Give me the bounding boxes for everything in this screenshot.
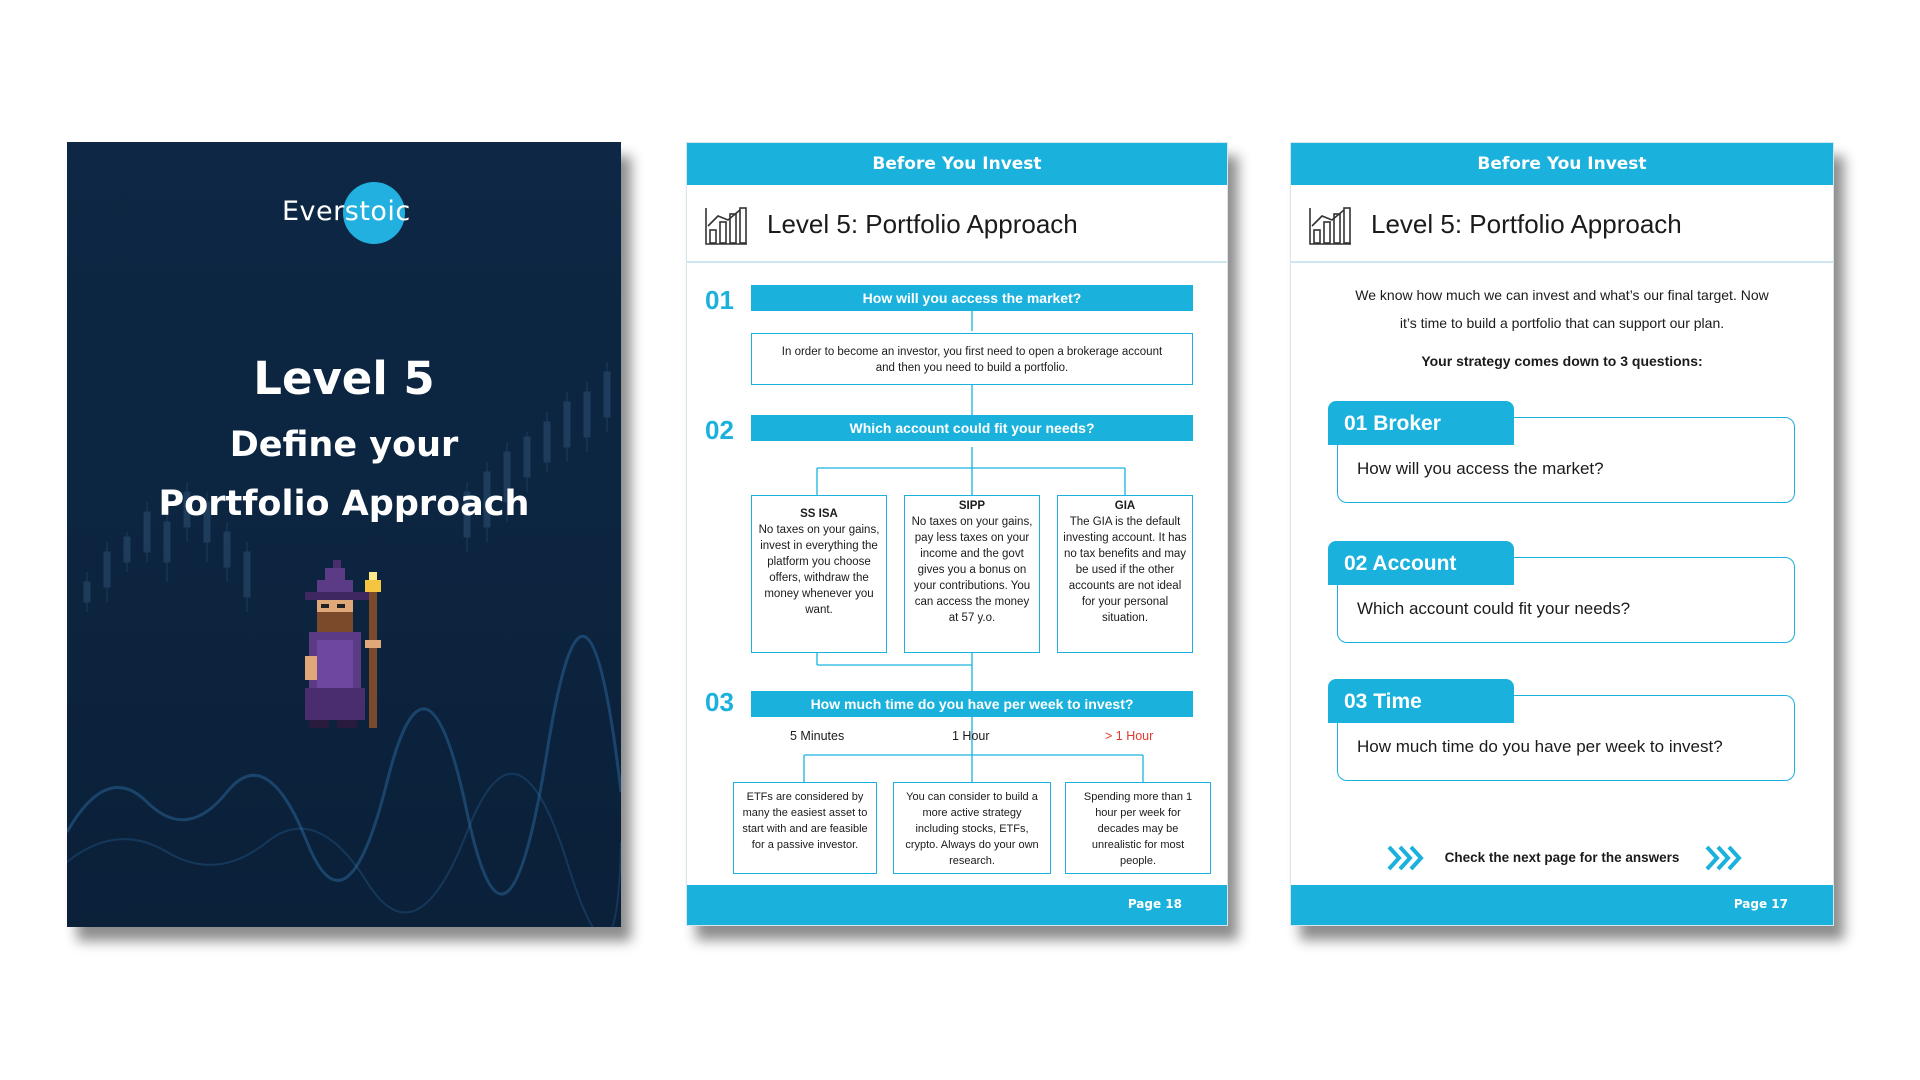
question-bar-access-market: How will you access the market? [751, 285, 1193, 311]
question-text-account: Which account could fit your needs? [1357, 599, 1631, 618]
step-number-02: 02 [705, 415, 734, 445]
time-option-1-hour: 1 Hour [952, 729, 990, 743]
account-name: SIPP [958, 500, 986, 512]
cover-subtitle-line2: Portfolio Approach [158, 484, 530, 524]
step-number-01: 01 [705, 285, 734, 315]
account-description: No taxes on your gains, invest in everything the platform you choose offers, withdraw the money whenever you want. [758, 524, 880, 616]
account-name: GIA [1114, 500, 1136, 512]
time-option-more-than-1-hour: > 1 Hour [1105, 729, 1154, 743]
account-description: The GIA is the default investing account. It has no tax benefits and may be used if the other accounts are not ideal for your personal situation. [1063, 516, 1187, 624]
page-header-band: Before You Invest [687, 143, 1227, 185]
account-box-sipp [904, 495, 1040, 653]
page-title: Level 5: Portfolio Approach [767, 209, 1078, 239]
page-title-row [1291, 185, 1833, 263]
cover-level-title: Level 5 [253, 352, 435, 405]
page-footer-band [1291, 885, 1833, 925]
intro-line-1: We know how much we can invest and what’s our final target. Now [1355, 287, 1769, 303]
intro-line-2: it’s time to build a portfolio that can support our plan. [1399, 315, 1725, 331]
page-header-band: Before You Invest [1291, 143, 1833, 185]
brokerage-explanation-box: In order to become an investor, you first need to open a brokerage account and then you need to build a portfolio. [751, 333, 1193, 385]
account-description: No taxes on your gains, pay less taxes on your income and the govt gives you a bonus on your contributions. You can access the money at 57 y.o. [911, 516, 1033, 624]
time-answer-box-more-than-1-hour: Spending more than 1 hour per week for decades may be unrealistic for most people. [1065, 782, 1211, 874]
page-title: Level 5: Portfolio Approach [1371, 209, 1682, 239]
ebook-cover [67, 142, 621, 927]
time-answer-box-5-minutes: ETFs are considered by many the easiest asset to start with and are feasible for a passive investor. [733, 782, 877, 874]
candlestick-chart-background [67, 142, 621, 927]
bar-chart-icon [1308, 206, 1352, 246]
logo-text: Everstoic [282, 196, 411, 227]
next-page-hint [1291, 843, 1833, 873]
cover-subtitle-line1: Define your [229, 425, 459, 465]
question-bar-account: Which account could fit your needs? [751, 415, 1193, 441]
page-18-flowchart [686, 142, 1228, 926]
pixel-wizard-illustration [293, 560, 401, 728]
account-name: SS ISA [800, 508, 838, 520]
page-footer-band [687, 885, 1227, 925]
question-text-time: How much time do you have per week to invest? [1357, 737, 1723, 756]
time-option-5-minutes: 5 Minutes [790, 729, 845, 743]
question-bar-time: How much time do you have per week to invest? [751, 691, 1193, 717]
question-tab-time: 03 Time [1328, 679, 1514, 723]
question-tab-account: 02 Account [1328, 541, 1514, 585]
everstoic-logo [67, 180, 621, 242]
account-box-ss-isa [751, 495, 887, 653]
double-chevron-right-icon [1703, 843, 1743, 873]
next-page-text: Check the next page for the answers [1444, 850, 1680, 865]
question-text-broker: How will you access the market? [1357, 459, 1604, 478]
question-tab-broker: 01 Broker [1328, 401, 1514, 445]
page-title-row [687, 185, 1227, 263]
page-17-questions [1290, 142, 1834, 926]
page-number: Page 18 [1127, 897, 1182, 911]
bar-chart-icon [704, 206, 748, 246]
time-answer-box-1-hour: You can consider to build a more active strategy including stocks, ETFs, crypto. Always do your own research. [893, 782, 1051, 874]
account-box-gia [1057, 495, 1193, 653]
step-number-03: 03 [705, 687, 734, 717]
strategy-heading: Your strategy comes down to 3 questions: [1421, 353, 1703, 369]
page-number: Page 17 [1733, 897, 1788, 911]
